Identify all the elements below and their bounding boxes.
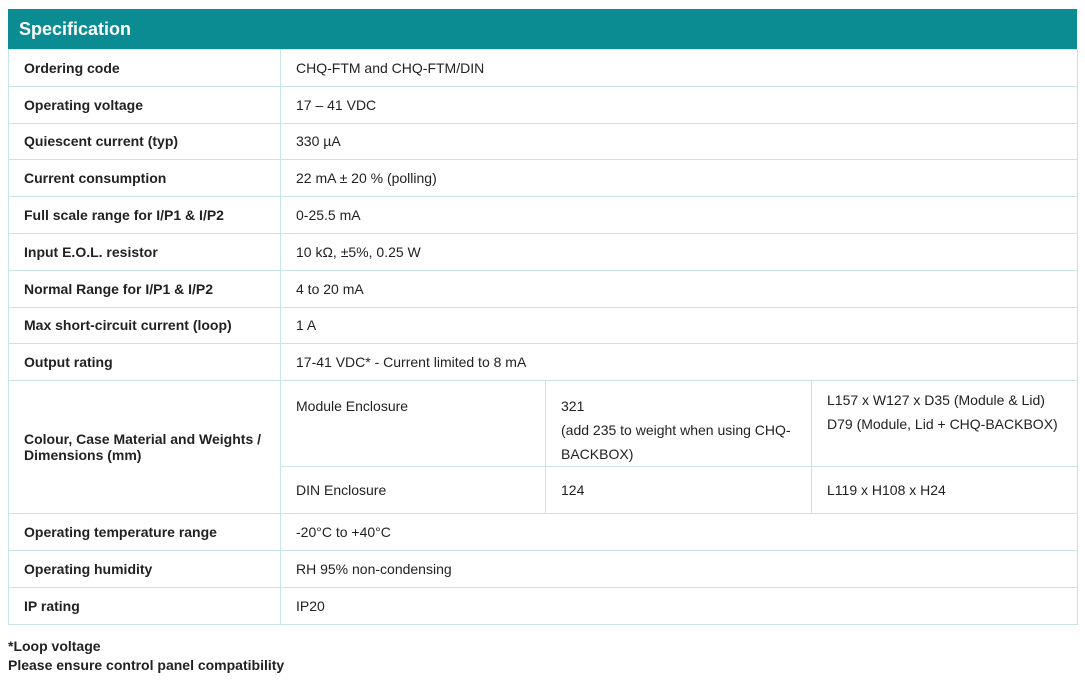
module-dimensions-line1: L157 x W127 x D35 (Module & Lid) — [827, 392, 1045, 409]
table-row — [9, 344, 1078, 381]
module-weight-note: (add 235 to weight when using CHQ-BACKBOX) — [561, 422, 791, 463]
row-label: Quiescent current (typ) — [9, 123, 281, 160]
row-label: Max short-circuit current (loop) — [9, 307, 281, 344]
footnotes — [8, 637, 284, 675]
row-value: 17-41 VDC* - Current limited to 8 mA — [281, 344, 1078, 381]
enclosure-label: Colour, Case Material and Weights / Dimensions (mm) — [9, 381, 281, 514]
row-value: 0-25.5 mA — [281, 197, 1078, 234]
module-weight-value: 321 — [561, 398, 585, 415]
table-row — [9, 50, 1078, 87]
table-row — [9, 307, 1078, 344]
row-label: Operating temperature range — [9, 514, 281, 551]
specification-section — [8, 9, 1077, 625]
table-row — [9, 123, 1078, 160]
row-label: Normal Range for I/P1 & I/P2 — [9, 270, 281, 307]
row-value: RH 95% non-condensing — [281, 550, 1078, 587]
module-dimensions-line2: D79 (Module, Lid + CHQ-BACKBOX) — [827, 416, 1058, 433]
row-label: Operating humidity — [9, 550, 281, 587]
module-enclosure-weight — [546, 381, 812, 467]
table-row — [9, 587, 1078, 624]
row-value: CHQ-FTM and CHQ-FTM/DIN — [281, 50, 1078, 87]
row-value: -20°C to +40°C — [281, 514, 1078, 551]
row-value: 10 kΩ, ±5%, 0.25 W — [281, 233, 1078, 270]
row-label: Current consumption — [9, 160, 281, 197]
row-label: Operating voltage — [9, 86, 281, 123]
row-value: 22 mA ± 20 % (polling) — [281, 160, 1078, 197]
table-row — [9, 550, 1078, 587]
table-row — [9, 86, 1078, 123]
row-value: 4 to 20 mA — [281, 270, 1078, 307]
din-enclosure-weight: 124 — [546, 467, 812, 514]
table-row — [9, 233, 1078, 270]
row-value: 330 µA — [281, 123, 1078, 160]
row-value: 1 A — [281, 307, 1078, 344]
row-label: Output rating — [9, 344, 281, 381]
row-label: Input E.O.L. resistor — [9, 233, 281, 270]
footnote-loop-voltage: *Loop voltage — [8, 638, 101, 654]
table-row — [9, 197, 1078, 234]
din-enclosure-dimensions: L119 x H108 x H24 — [812, 467, 1078, 514]
row-label: Ordering code — [9, 50, 281, 87]
section-title: Specification — [8, 9, 1077, 49]
module-enclosure-name: Module Enclosure — [281, 381, 546, 467]
row-label: IP rating — [9, 587, 281, 624]
row-label: Full scale range for I/P1 & I/P2 — [9, 197, 281, 234]
row-value: IP20 — [281, 587, 1078, 624]
module-enclosure-dimensions — [812, 381, 1078, 467]
table-row — [9, 514, 1078, 551]
row-value: 17 – 41 VDC — [281, 86, 1078, 123]
spec-table — [8, 49, 1078, 625]
table-row — [9, 160, 1078, 197]
table-row — [9, 270, 1078, 307]
footnote-compatibility: Please ensure control panel compatibility — [8, 657, 285, 673]
din-enclosure-name: DIN Enclosure — [281, 467, 546, 514]
table-row-module-enclosure — [9, 381, 1078, 467]
